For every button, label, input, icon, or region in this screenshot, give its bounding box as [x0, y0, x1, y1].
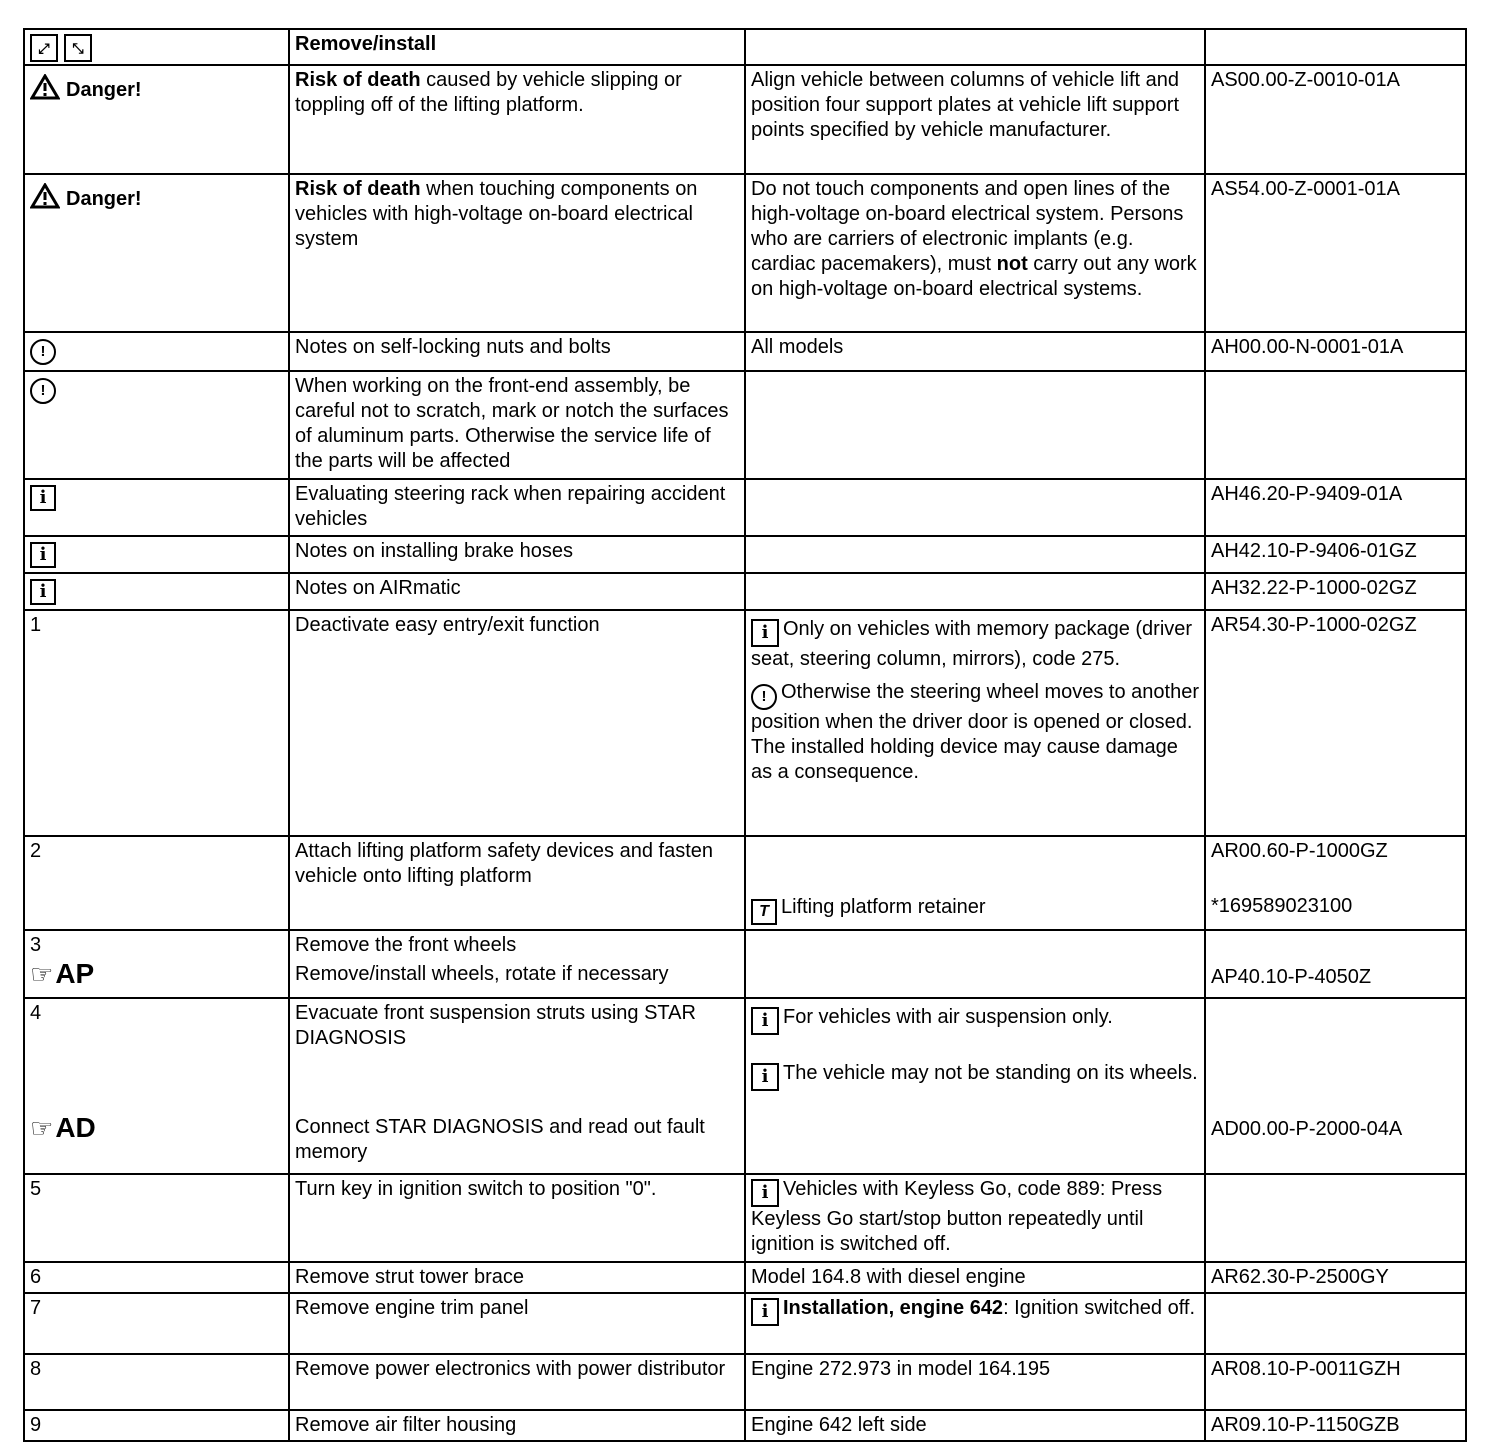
collapse-icon[interactable]: ⤡ [64, 34, 92, 62]
ref-cell [1205, 1174, 1466, 1262]
table-row [24, 1262, 1466, 1293]
ref-cell: AR54.30-P-1000-02GZ [1205, 610, 1466, 836]
note-text: The vehicle may not be standing on its wheels. [783, 1062, 1198, 1084]
table-row [24, 371, 1466, 479]
pointing-hand-icon: ☞ [30, 959, 54, 989]
table-row [24, 998, 1466, 1174]
info-icon: i [30, 579, 56, 605]
info-icon: i [751, 1007, 779, 1035]
note-bold: not [996, 253, 1028, 275]
caution-note-icon: ! [751, 684, 777, 710]
desc-cell: Remove strut tower brace [289, 1262, 745, 1293]
desc-cell: Remove/install wheels, rotate if necessary [295, 963, 669, 985]
table-row [24, 1293, 1466, 1354]
info-icon: i [30, 542, 56, 568]
table-row [24, 610, 1466, 836]
risk-bold: Risk of death [295, 178, 421, 200]
step-number: 8 [24, 1354, 289, 1410]
desc-cell: Attach lifting platform safety devices and fasten vehicle onto lifting platform [289, 836, 745, 930]
step-number: 7 [24, 1293, 289, 1354]
table-row [24, 65, 1466, 174]
desc-cell: Turn key in ignition switch to position "0". [289, 1174, 745, 1262]
ref-cell: AD00.00-P-2000-04A [1211, 1118, 1403, 1140]
ref-cell: AR62.30-P-2500GY [1205, 1262, 1466, 1293]
expand-icon[interactable]: ⤢ [30, 34, 58, 62]
special-tool-icon: T [751, 899, 777, 925]
step-number: 6 [24, 1262, 289, 1293]
ref-cell [1205, 371, 1466, 479]
table-row [24, 930, 1466, 998]
risk-bold: Risk of death [295, 69, 421, 91]
table-row [24, 1174, 1466, 1262]
note-cell: Align vehicle between columns of vehicle lift and position four support plates at vehicle lift support points specified by vehicle manufacturer. [745, 65, 1205, 174]
info-icon: i [751, 1063, 779, 1091]
ref-cell: AH32.22-P-1000-02GZ [1205, 573, 1466, 610]
ref-cell: AH00.00-N-0001-01A [1205, 332, 1466, 371]
note-cell: Model 164.8 with diesel engine [745, 1262, 1205, 1293]
ref-cell: AS54.00-Z-0001-01A [1205, 174, 1466, 332]
desc-cell: Evaluating steering rack when repairing accident vehicles [289, 479, 745, 536]
ref-cell [1205, 1293, 1466, 1354]
note-cell: Engine 642 left side [745, 1410, 1205, 1441]
note-text: Only on vehicles with memory package (driver seat, steering column, mirrors), code 275. [751, 618, 1193, 670]
ref-cell: AR08.10-P-0011GZH [1205, 1354, 1466, 1410]
warning-triangle-icon [30, 183, 60, 216]
ap-reference-badge[interactable] [30, 958, 283, 990]
info-icon: i [30, 485, 56, 511]
note-text: For vehicles with air suspension only. [783, 1006, 1113, 1028]
ref-cell: AH42.10-P-9406-01GZ [1205, 536, 1466, 573]
table-row [24, 1354, 1466, 1410]
danger-label: Danger! [66, 188, 142, 210]
ad-reference-badge[interactable] [30, 1112, 283, 1144]
ref-cell: AR00.60-P-1000GZ [1211, 840, 1388, 862]
info-icon: i [751, 1179, 779, 1207]
desc-cell: Notes on self-locking nuts and bolts [289, 332, 745, 371]
table-row [24, 573, 1466, 610]
ref-cell: AP40.10-P-4050Z [1211, 966, 1372, 988]
note-cell [745, 573, 1205, 610]
table-row [24, 836, 1466, 930]
step-number: 1 [24, 610, 289, 836]
desc-cell: Notes on AIRmatic [289, 573, 745, 610]
desc-cell: Remove power electronics with power distributor [289, 1354, 745, 1410]
badge-label: AP [55, 958, 95, 989]
note-text: : Ignition switched off. [1003, 1297, 1196, 1319]
caution-note-icon: ! [30, 339, 56, 365]
step-number: 2 [24, 836, 289, 930]
step-number: 4 [30, 1002, 42, 1024]
note-cell: Engine 272.973 in model 164.195 [745, 1354, 1205, 1410]
note-text: carry out any work on high-voltage on-board electrical systems. [751, 253, 1197, 300]
note-cell [745, 536, 1205, 573]
header-row [24, 29, 1466, 65]
table-row [24, 536, 1466, 573]
desc-cell: Remove engine trim panel [289, 1293, 745, 1354]
pointing-hand-icon: ☞ [30, 1113, 54, 1143]
info-icon: i [751, 619, 779, 647]
ref-cell: AH46.20-P-9409-01A [1205, 479, 1466, 536]
note-bold: Installation, engine 642 [783, 1297, 1004, 1319]
part-number: *169589023100 [1211, 895, 1353, 917]
info-icon: i [751, 1298, 779, 1326]
risk-text: caused by vehicle slipping or toppling off of the lifting platform. [295, 69, 682, 116]
desc-cell: Remove the front wheels [295, 934, 517, 956]
ref-cell: AR09.10-P-1150GZB [1205, 1410, 1466, 1441]
desc-cell: Evacuate front suspension struts using STAR DIAGNOSIS [295, 1002, 696, 1049]
desc-cell: Deactivate easy entry/exit function [289, 610, 745, 836]
page-title: Remove/install [289, 29, 745, 65]
desc-cell: Notes on installing brake hoses [289, 536, 745, 573]
risk-text: when touching components on vehicles with high-voltage on-board electrical system [295, 178, 698, 250]
procedure-table [23, 28, 1467, 1442]
step-number: 5 [24, 1174, 289, 1262]
table-row [24, 332, 1466, 371]
step-number: 9 [24, 1410, 289, 1441]
warning-triangle-icon [30, 74, 60, 107]
step-number: 3 [30, 934, 42, 956]
ref-cell: AS00.00-Z-0010-01A [1205, 65, 1466, 174]
table-row [24, 174, 1466, 332]
note-cell: All models [745, 332, 1205, 371]
caution-note-icon: ! [30, 378, 56, 404]
table-row [24, 479, 1466, 536]
note-cell [745, 479, 1205, 536]
note-text: Otherwise the steering wheel moves to another position when the driver door is opened or closed. The installed holding device may cause damage as a consequence. [751, 681, 1199, 783]
note-cell [745, 371, 1205, 479]
desc-cell: When working on the front-end assembly, be careful not to scratch, mark or notch the surfaces of aluminum parts. Otherwise the service life of the parts will be affected [289, 371, 745, 479]
tool-label: Lifting platform retainer [781, 896, 986, 918]
desc-cell: Connect STAR DIAGNOSIS and read out fault memory [295, 1116, 705, 1163]
table-row [24, 1410, 1466, 1441]
desc-cell: Remove air filter housing [289, 1410, 745, 1441]
badge-label: AD [55, 1112, 96, 1143]
note-text: Do not touch components and open lines of the high-voltage on-board electrical system. Persons who are carriers of electronic implants (e.g. cardiac pacemakers), must [751, 178, 1184, 275]
note-text: Vehicles with Keyless Go, code 889: Press Keyless Go start/stop button repeatedly until ignition is switched off. [751, 1178, 1163, 1255]
danger-label: Danger! [66, 79, 142, 101]
